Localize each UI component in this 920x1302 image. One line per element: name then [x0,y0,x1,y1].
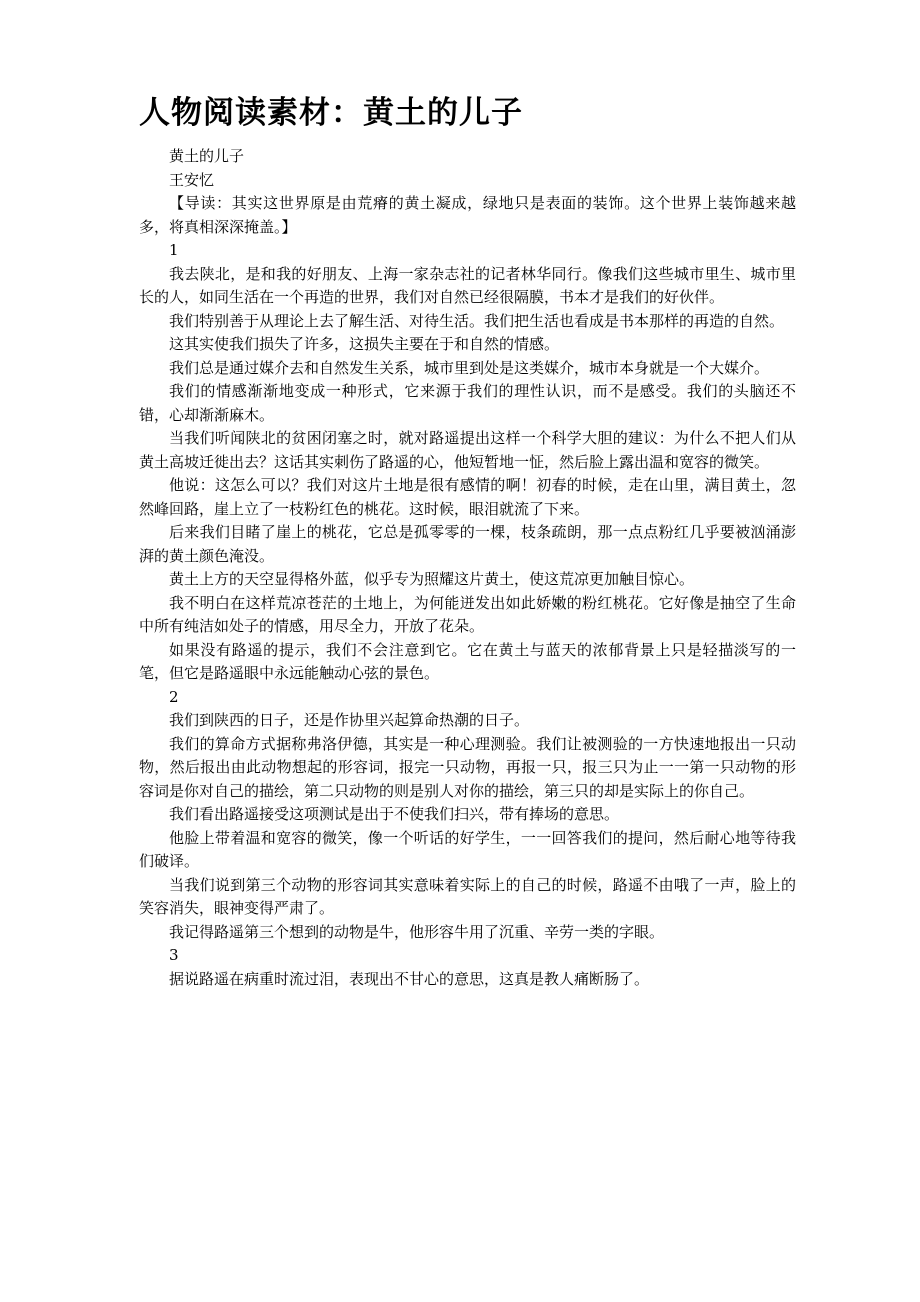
paragraph: 据说路遥在病重时流过泪，表现出不甘心的意思，这真是教人痛断肠了。 [169,969,650,988]
paragraph: 我们总是通过媒介去和自然发生关系，城市里到处是这类媒介，城市本身就是一个大媒介。 [169,358,770,377]
introduction: 【导读：其实这世界原是由荒瘠的黄土凝成，绿地只是表面的装饰。这个世界上装饰越来越多，将真相深深掩盖。】 [139,194,796,236]
paragraph: 他脸上带着温和宽容的微笑，像一个听话的好学生，一一回答我们的提问，然后耐心地等待我们破译。 [139,828,796,870]
author: 王安忆 [169,170,215,189]
document-title: 人物阅读素材：黄土的儿子 [139,95,523,131]
paragraph: 我去陕北，是和我的好朋友、上海一家杂志社的记者林华同行。像我们这些城市里生、城市里长的人，如同生活在一个再造的世界，我们对自然已经很隔膜，书本才是我们的好伙伴。 [139,264,796,306]
paragraph: 我们的算命方式据称弗洛伊德，其实是一种心理测验。我们让被测验的一方快速地报出一只动物，然后报出由此动物想起的形容词，报完一只动物，再报一只，报三只为止一一第一只动物的形容词是你对自己的描绘，第二只动物的则是别人对你的描绘，第三只的却是实际上的你自己。 [139,734,796,800]
paragraph: 他说：这怎么可以？我们对这片土地是很有感情的啊！初春的时候，走在山里，满目黄土，忽然峰回路，崖上立了一枝粉红色的桃花。这时候，眼泪就流了下来。 [139,476,796,518]
paragraph: 我记得路遥第三个想到的动物是牛，他形容牛用了沉重、辛劳一类的字眼。 [169,922,665,941]
section-number: 2 [169,687,179,706]
paragraph: 我们看出路遥接受这项测试是出于不使我们扫兴，带有捧场的意思。 [169,805,620,823]
paragraph: 如果没有路遥的提示，我们不会注意到它。它在黄土与蓝天的浓郁背景上只是轻描淡写的一笔，但它是路遥眼中永远能触动心弦的景色。 [139,640,796,682]
document-body [139,145,796,991]
paragraph: 当我们听闻陕北的贫困闭塞之时，就对路遥提出这样一个科学大胆的建议：为什么不把人们从黄土高坡迁徙出去？这话其实刺伤了路遥的心，他短暂地一怔，然后脸上露出温和宽容的微笑。 [139,429,796,471]
paragraph: 黄土上方的天空显得格外蓝，似乎专为照耀这片黄土，使这荒凉更加触目惊心。 [169,570,695,588]
section-number: 3 [169,946,179,964]
paragraph: 我们特别善于从理论上去了解生活、对待生活。我们把生活也看成是书本那样的再造的自然。 [169,311,785,330]
paragraph: 我不明白在这样荒凉苍茫的土地上，为何能迸发出如此娇嫩的粉红桃花。它好像是抽空了生命中所有纯洁如处子的情感，用尽全力，开放了花朵。 [139,593,796,635]
paragraph: 我们的情感渐渐地变成一种形式，它来源于我们的理性认识，而不是感受。我们的头脑还不错，心却渐渐麻木。 [139,382,796,424]
paragraph: 当我们说到第三个动物的形容词其实意味着实际上的自己的时候，路遥不由哦了一声，脸上的笑容消失，眼神变得严肃了。 [139,875,796,917]
paragraph: 这其实使我们损失了许多，这损失主要在于和自然的情感。 [169,335,560,353]
section-number: 1 [169,241,179,259]
paragraph: 我们到陕西的日子，还是作协里兴起算命热潮的日子。 [169,711,530,729]
subtitle: 黄土的儿子 [169,147,245,165]
paragraph: 后来我们目睹了崖上的桃花，它总是孤零零的一棵，枝条疏朗，那一点点粉红几乎要被汹涌澎湃的黄土颜色淹没。 [139,523,796,565]
document-page [139,93,796,991]
